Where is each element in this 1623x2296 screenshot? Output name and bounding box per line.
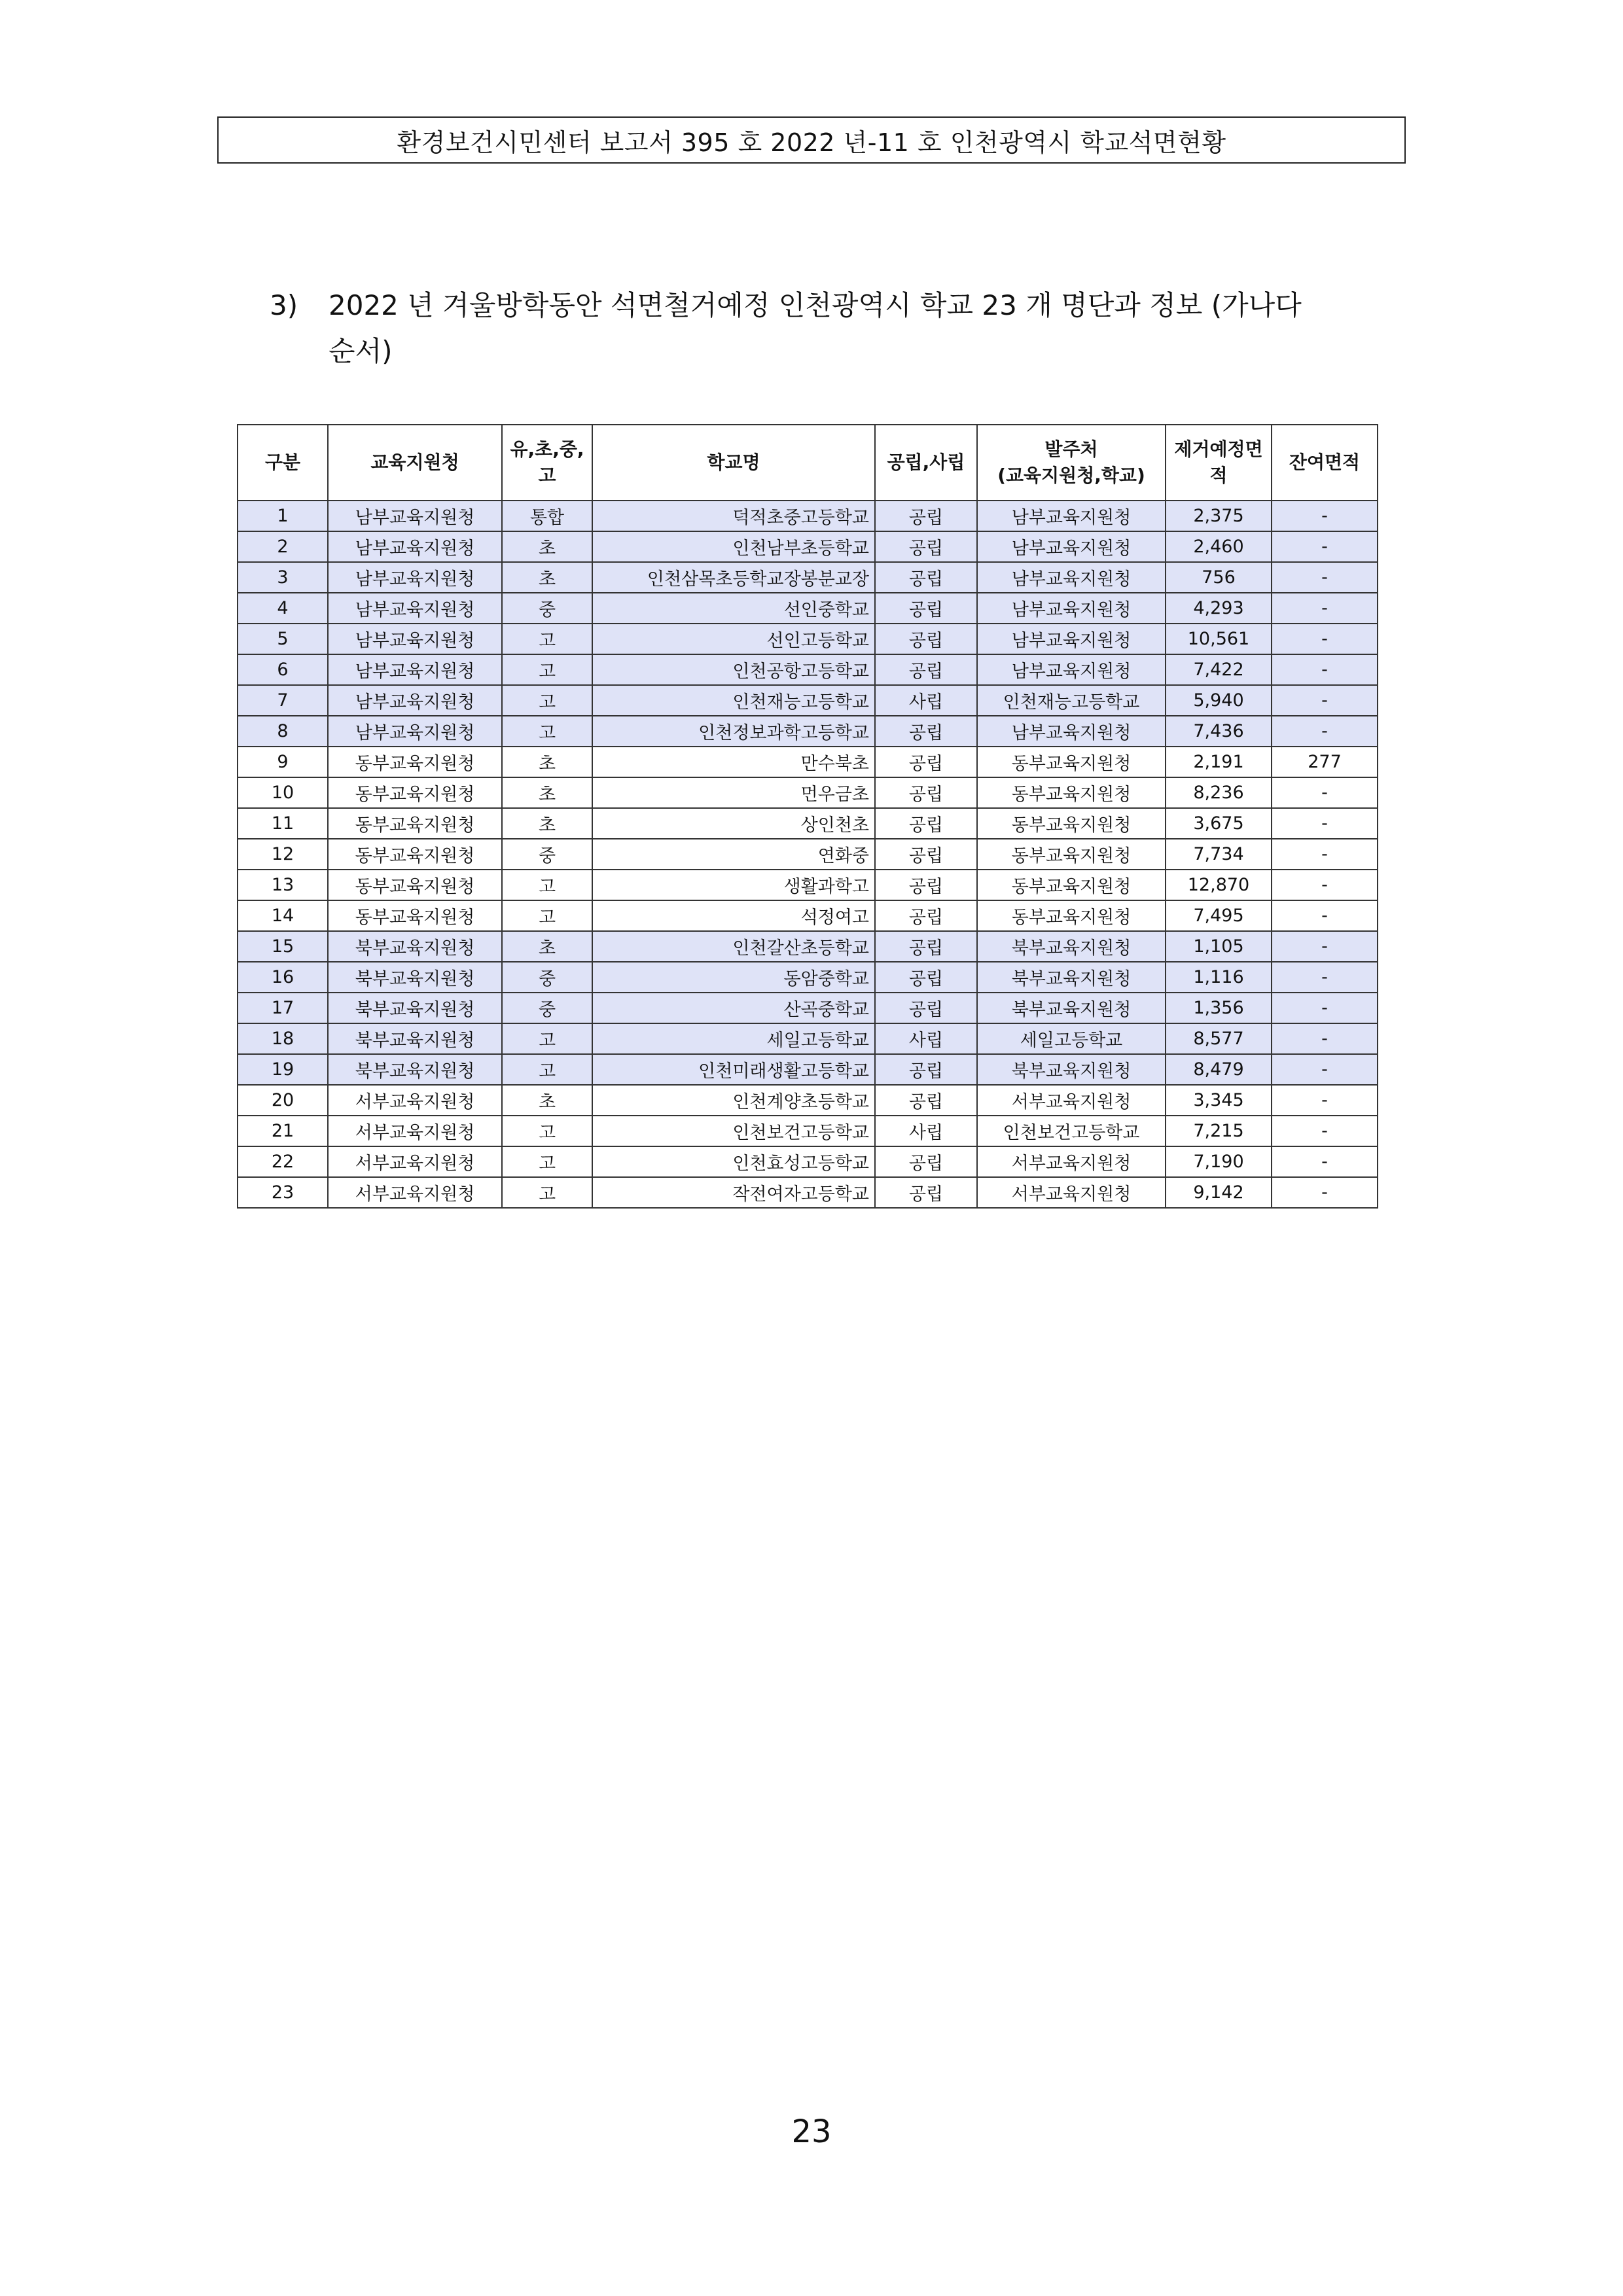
cell-office: 북부교육지원청 (328, 993, 502, 1023)
cell-client: 동부교육지원청 (977, 808, 1166, 839)
cell-remain: - (1272, 993, 1378, 1023)
table-row (238, 593, 1378, 624)
cell-level: 고 (502, 1177, 592, 1208)
cell-type: 공립 (875, 870, 977, 900)
cell-school: 동암중학교 (592, 962, 875, 993)
cell-client: 서부교육지원청 (977, 1085, 1166, 1116)
cell-school: 인천남부초등학교 (592, 531, 875, 562)
cell-remain: - (1272, 1116, 1378, 1146)
cell-client: 남부교육지원청 (977, 593, 1166, 624)
cell-type: 공립 (875, 839, 977, 870)
cell-num: 21 (238, 1116, 328, 1146)
cell-client: 남부교육지원청 (977, 531, 1166, 562)
cell-remain: 277 (1272, 747, 1378, 777)
cell-type: 사립 (875, 1116, 977, 1146)
table-row (238, 993, 1378, 1023)
cell-num: 6 (238, 654, 328, 685)
cell-area: 7,422 (1166, 654, 1272, 685)
cell-num: 10 (238, 777, 328, 808)
cell-client: 남부교육지원청 (977, 562, 1166, 593)
cell-school: 연화중 (592, 839, 875, 870)
table-row (238, 808, 1378, 839)
cell-num: 18 (238, 1023, 328, 1054)
cell-remain: - (1272, 685, 1378, 716)
cell-area: 4,293 (1166, 593, 1272, 624)
cell-office: 동부교육지원청 (328, 839, 502, 870)
cell-office: 서부교육지원청 (328, 1146, 502, 1177)
cell-level: 고 (502, 870, 592, 900)
cell-office: 남부교육지원청 (328, 716, 502, 747)
cell-num: 2 (238, 531, 328, 562)
cell-client: 북부교육지원청 (977, 1054, 1166, 1085)
cell-remain: - (1272, 808, 1378, 839)
cell-level: 고 (502, 624, 592, 654)
cell-level: 초 (502, 931, 592, 962)
cell-area: 1,356 (1166, 993, 1272, 1023)
cell-remain: - (1272, 1085, 1378, 1116)
cell-remain: - (1272, 900, 1378, 931)
cell-type: 공립 (875, 1085, 977, 1116)
table-row (238, 777, 1378, 808)
cell-type: 사립 (875, 685, 977, 716)
table-row (238, 1116, 1378, 1146)
cell-type: 공립 (875, 808, 977, 839)
cell-remain: - (1272, 1023, 1378, 1054)
cell-num: 4 (238, 593, 328, 624)
cell-type: 공립 (875, 531, 977, 562)
cell-client: 북부교육지원청 (977, 993, 1166, 1023)
cell-client: 동부교육지원청 (977, 870, 1166, 900)
table-header-row (238, 425, 1378, 501)
header-area-line1: 제거예정면 (1174, 438, 1263, 460)
cell-area: 7,436 (1166, 716, 1272, 747)
cell-client: 인천재능고등학교 (977, 685, 1166, 716)
page-number: 23 (791, 2113, 832, 2150)
cell-level: 고 (502, 1146, 592, 1177)
cell-office: 남부교육지원청 (328, 562, 502, 593)
header-client (977, 425, 1166, 501)
cell-remain: - (1272, 1146, 1378, 1177)
cell-school: 인천효성고등학교 (592, 1146, 875, 1177)
cell-area: 7,190 (1166, 1146, 1272, 1177)
cell-area: 10,561 (1166, 624, 1272, 654)
cell-level: 초 (502, 777, 592, 808)
cell-type: 공립 (875, 777, 977, 808)
cell-num: 12 (238, 839, 328, 870)
cell-office: 동부교육지원청 (328, 747, 502, 777)
table-row (238, 1054, 1378, 1085)
cell-level: 초 (502, 1085, 592, 1116)
cell-remain: - (1272, 501, 1378, 531)
cell-office: 동부교육지원청 (328, 777, 502, 808)
cell-area: 2,191 (1166, 747, 1272, 777)
cell-area: 7,495 (1166, 900, 1272, 931)
table-row (238, 870, 1378, 900)
cell-school: 선인고등학교 (592, 624, 875, 654)
table-row (238, 1085, 1378, 1116)
cell-remain: - (1272, 1177, 1378, 1208)
cell-school: 인천삼목초등학교장봉분교장 (592, 562, 875, 593)
cell-level: 초 (502, 808, 592, 839)
cell-num: 20 (238, 1085, 328, 1116)
table-row (238, 931, 1378, 962)
table-row (238, 1146, 1378, 1177)
cell-type: 공립 (875, 1146, 977, 1177)
cell-remain: - (1272, 839, 1378, 870)
cell-school: 인천공항고등학교 (592, 654, 875, 685)
cell-num: 8 (238, 716, 328, 747)
cell-area: 1,105 (1166, 931, 1272, 962)
cell-level: 중 (502, 993, 592, 1023)
header-client-line1: 발주처 (1044, 438, 1098, 460)
cell-num: 14 (238, 900, 328, 931)
cell-client: 동부교육지원청 (977, 747, 1166, 777)
header-client-line2: (교육지원청,학교) (997, 465, 1145, 486)
table-body (238, 501, 1378, 1208)
cell-office: 남부교육지원청 (328, 624, 502, 654)
cell-type: 공립 (875, 501, 977, 531)
cell-remain: - (1272, 931, 1378, 962)
cell-remain: - (1272, 962, 1378, 993)
header-area-line2: 적 (1209, 465, 1228, 486)
cell-remain: - (1272, 654, 1378, 685)
cell-level: 중 (502, 593, 592, 624)
report-header-title: 환경보건시민센터 보고서 395 호 2022 년-11 호 인천광역시 학교석면현황 (397, 128, 1226, 157)
cell-type: 사립 (875, 1023, 977, 1054)
cell-num: 22 (238, 1146, 328, 1177)
cell-num: 23 (238, 1177, 328, 1208)
cell-client: 남부교육지원청 (977, 624, 1166, 654)
table-row (238, 531, 1378, 562)
header-num: 구분 (238, 425, 328, 501)
cell-level: 초 (502, 531, 592, 562)
cell-type: 공립 (875, 593, 977, 624)
cell-area: 2,375 (1166, 501, 1272, 531)
cell-level: 고 (502, 1116, 592, 1146)
cell-num: 9 (238, 747, 328, 777)
cell-remain: - (1272, 1054, 1378, 1085)
cell-office: 서부교육지원청 (328, 1116, 502, 1146)
cell-client: 인천보건고등학교 (977, 1116, 1166, 1146)
table-row (238, 747, 1378, 777)
cell-school: 인천보건고등학교 (592, 1116, 875, 1146)
cell-level: 고 (502, 1054, 592, 1085)
cell-area: 9,142 (1166, 1177, 1272, 1208)
cell-type: 공립 (875, 962, 977, 993)
table-row (238, 900, 1378, 931)
cell-type: 공립 (875, 993, 977, 1023)
cell-area: 3,675 (1166, 808, 1272, 839)
cell-type: 공립 (875, 1177, 977, 1208)
cell-office: 남부교육지원청 (328, 531, 502, 562)
cell-area: 7,734 (1166, 839, 1272, 870)
cell-num: 15 (238, 931, 328, 962)
cell-level: 중 (502, 839, 592, 870)
table-row (238, 839, 1378, 870)
cell-type: 공립 (875, 747, 977, 777)
cell-remain: - (1272, 531, 1378, 562)
cell-num: 17 (238, 993, 328, 1023)
cell-school: 인천갈산초등학교 (592, 931, 875, 962)
cell-remain: - (1272, 716, 1378, 747)
header-school: 학교명 (592, 425, 875, 501)
cell-level: 고 (502, 900, 592, 931)
section-title-line2: 순서) (329, 335, 393, 367)
cell-client: 동부교육지원청 (977, 777, 1166, 808)
cell-office: 북부교육지원청 (328, 1054, 502, 1085)
cell-office: 서부교육지원청 (328, 1085, 502, 1116)
table-row (238, 685, 1378, 716)
cell-client: 남부교육지원청 (977, 716, 1166, 747)
cell-school: 인천미래생활고등학교 (592, 1054, 875, 1085)
cell-school: 만수북초 (592, 747, 875, 777)
cell-area: 1,116 (1166, 962, 1272, 993)
report-header (217, 116, 1406, 164)
cell-area: 8,479 (1166, 1054, 1272, 1085)
cell-area: 2,460 (1166, 531, 1272, 562)
cell-remain: - (1272, 562, 1378, 593)
cell-client: 서부교육지원청 (977, 1146, 1166, 1177)
cell-school: 인천계양초등학교 (592, 1085, 875, 1116)
cell-school: 덕적초중고등학교 (592, 501, 875, 531)
cell-level: 고 (502, 654, 592, 685)
header-level-line2: 고 (538, 465, 556, 486)
cell-num: 5 (238, 624, 328, 654)
cell-office: 남부교육지원청 (328, 654, 502, 685)
header-level (502, 425, 592, 501)
cell-type: 공립 (875, 654, 977, 685)
cell-client: 북부교육지원청 (977, 931, 1166, 962)
cell-remain: - (1272, 870, 1378, 900)
cell-type: 공립 (875, 716, 977, 747)
cell-area: 7,215 (1166, 1116, 1272, 1146)
cell-remain: - (1272, 777, 1378, 808)
cell-school: 석정여고 (592, 900, 875, 931)
cell-office: 동부교육지원청 (328, 808, 502, 839)
cell-school: 선인중학교 (592, 593, 875, 624)
cell-num: 3 (238, 562, 328, 593)
cell-num: 19 (238, 1054, 328, 1085)
cell-client: 남부교육지원청 (977, 501, 1166, 531)
cell-area: 5,940 (1166, 685, 1272, 716)
cell-level: 고 (502, 1023, 592, 1054)
cell-area: 3,345 (1166, 1085, 1272, 1116)
cell-office: 북부교육지원청 (328, 962, 502, 993)
cell-type: 공립 (875, 900, 977, 931)
cell-office: 북부교육지원청 (328, 1023, 502, 1054)
section-heading (270, 283, 1382, 374)
cell-client: 북부교육지원청 (977, 962, 1166, 993)
cell-office: 동부교육지원청 (328, 870, 502, 900)
cell-school: 상인천초 (592, 808, 875, 839)
cell-remain: - (1272, 593, 1378, 624)
cell-level: 고 (502, 716, 592, 747)
cell-level: 초 (502, 747, 592, 777)
cell-client: 동부교육지원청 (977, 900, 1166, 931)
table-row (238, 716, 1378, 747)
cell-remain: - (1272, 624, 1378, 654)
cell-office: 북부교육지원청 (328, 931, 502, 962)
header-office: 교육지원청 (328, 425, 502, 501)
cell-office: 동부교육지원청 (328, 900, 502, 931)
cell-type: 공립 (875, 562, 977, 593)
cell-area: 12,870 (1166, 870, 1272, 900)
cell-type: 공립 (875, 931, 977, 962)
cell-num: 16 (238, 962, 328, 993)
cell-office: 남부교육지원청 (328, 685, 502, 716)
table-row (238, 1023, 1378, 1054)
cell-school: 작전여자고등학교 (592, 1177, 875, 1208)
cell-school: 세일고등학교 (592, 1023, 875, 1054)
cell-level: 중 (502, 962, 592, 993)
cell-school: 생활과학고 (592, 870, 875, 900)
cell-level: 초 (502, 562, 592, 593)
cell-num: 13 (238, 870, 328, 900)
cell-num: 11 (238, 808, 328, 839)
cell-type: 공립 (875, 1054, 977, 1085)
table-row (238, 562, 1378, 593)
table-row (238, 654, 1378, 685)
cell-office: 서부교육지원청 (328, 1177, 502, 1208)
cell-school: 인천재능고등학교 (592, 685, 875, 716)
cell-office: 남부교육지원청 (328, 593, 502, 624)
section-number: 3) (270, 289, 298, 321)
section-title-line1: 2022 년 겨울방학동안 석면철거예정 인천광역시 학교 23 개 명단과 정보 (가나다 (329, 289, 1302, 321)
table-row (238, 624, 1378, 654)
cell-school: 먼우금초 (592, 777, 875, 808)
cell-area: 8,236 (1166, 777, 1272, 808)
cell-level: 통합 (502, 501, 592, 531)
cell-client: 남부교육지원청 (977, 654, 1166, 685)
table-row (238, 501, 1378, 531)
cell-area: 8,577 (1166, 1023, 1272, 1054)
cell-school: 산곡중학교 (592, 993, 875, 1023)
header-level-line1: 유,초,중, (510, 438, 584, 460)
header-remain: 잔여면적 (1272, 425, 1378, 501)
header-type: 공립,사립 (875, 425, 977, 501)
cell-office: 남부교육지원청 (328, 501, 502, 531)
cell-client: 서부교육지원청 (977, 1177, 1166, 1208)
cell-client: 세일고등학교 (977, 1023, 1166, 1054)
table-row (238, 1177, 1378, 1208)
cell-level: 고 (502, 685, 592, 716)
cell-num: 1 (238, 501, 328, 531)
school-asbestos-table (237, 424, 1378, 1209)
cell-school: 인천정보과학고등학교 (592, 716, 875, 747)
table-row (238, 962, 1378, 993)
header-area (1166, 425, 1272, 501)
cell-area: 756 (1166, 562, 1272, 593)
cell-client: 동부교육지원청 (977, 839, 1166, 870)
cell-type: 공립 (875, 624, 977, 654)
cell-num: 7 (238, 685, 328, 716)
